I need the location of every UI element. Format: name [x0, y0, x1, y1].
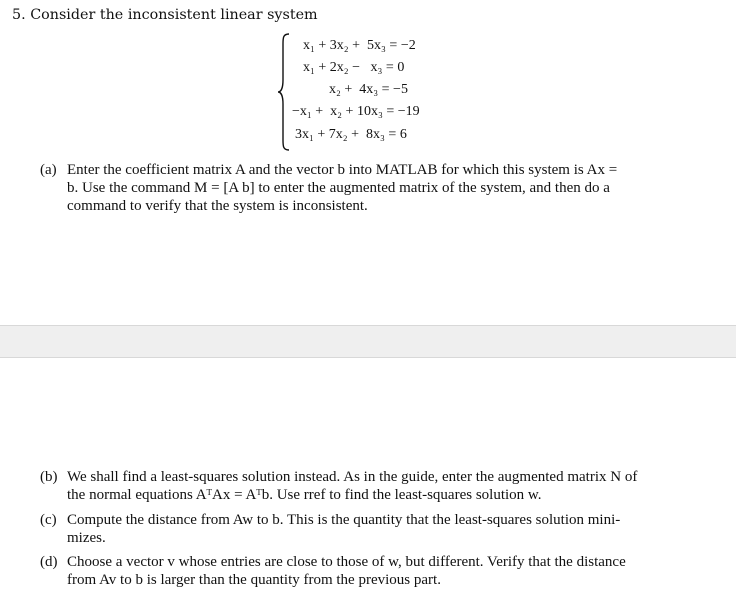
part-a: [40, 161, 710, 217]
question-number: 5.: [12, 7, 26, 23]
part-d: [40, 553, 710, 591]
part-b-text: [67, 468, 700, 504]
part-b-label: (b): [40, 469, 58, 485]
part-c: [40, 511, 710, 549]
part-a-text: [67, 161, 700, 215]
document-page-bottom: [0, 358, 736, 593]
part-a-label: (a): [40, 162, 57, 178]
part-c-text: [67, 511, 700, 547]
equation-4: −x₁ + x₂ + 10x₃ = −19: [292, 104, 420, 119]
equation-2: x₁ + 2x₂ − x₃ = 0: [303, 60, 405, 75]
part-c-line-1: Compute the distance from Aw to b. This is the quantity that the least-squares solution mini-: [67, 512, 621, 528]
part-c-line-2: mizes.: [67, 530, 106, 546]
part-a-line-1: Enter the coefficient matrix A and the vector b into MATLAB for which this system is Ax =: [67, 162, 618, 178]
part-d-text: [67, 553, 700, 589]
part-b: [40, 468, 710, 506]
part-a-line-3: command to verify that the system is inconsistent.: [67, 198, 368, 214]
part-d-line-2: from Av to b is larger than the quantity from the previous part.: [67, 572, 441, 588]
equation-5: 3x₁ + 7x₂ + 8x₃ = 6: [295, 127, 407, 142]
part-d-label: (d): [40, 554, 58, 570]
question-heading: [12, 6, 318, 24]
part-b-line-1: We shall find a least-squares solution instead. As in the guide, enter the augmented matrix N of: [67, 469, 638, 485]
equation-1: x₁ + 3x₂ + 5x₃ = −2: [303, 38, 416, 53]
left-brace-icon: [277, 32, 293, 152]
part-b-line-2: the normal equations AᵀAx = Aᵀb. Use rref to find the least-squares solution w.: [67, 487, 542, 503]
page-separator: [0, 325, 736, 358]
equation-3: x₂ + 4x₃ = −5: [329, 82, 408, 97]
linear-system: [285, 36, 485, 148]
part-d-line-1: Choose a vector v whose entries are close to those of w, but different. Verify that the distance: [67, 554, 626, 570]
part-a-line-2: b. Use the command M = [A b] to enter the augmented matrix of the system, and then do a: [67, 180, 610, 196]
question-prompt: Consider the inconsistent linear system: [30, 7, 318, 23]
part-c-label: (c): [40, 512, 57, 528]
